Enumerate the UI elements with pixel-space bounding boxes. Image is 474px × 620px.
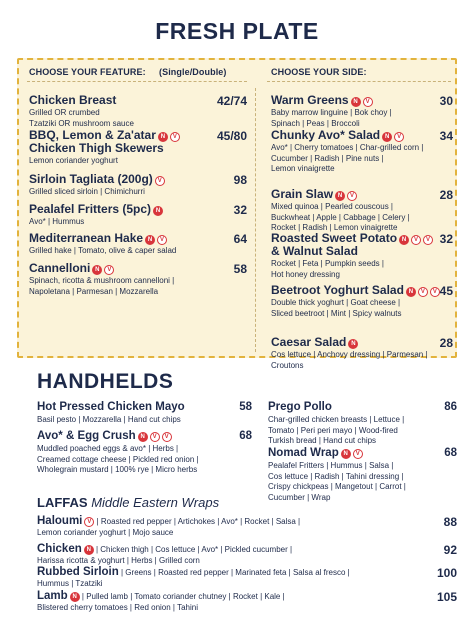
laffas-subtitle: Middle Eastern Wraps — [91, 495, 220, 510]
item-name — [268, 447, 457, 460]
item-price: 28 — [439, 336, 453, 350]
item-price: 98 — [233, 173, 247, 187]
item-description: Grilled OR crumbed — [29, 108, 100, 117]
item-description: | Roasted red pepper | Artichokes | Avo* | Rocket | Salsa | — [94, 517, 301, 526]
item-name: Chicken — [37, 543, 82, 555]
item-price: 86 — [444, 401, 457, 413]
item-name — [29, 94, 247, 107]
wrap-line1 — [37, 590, 457, 603]
item-price: 68 — [239, 430, 252, 442]
features-header-sub: (Single/Double) — [159, 67, 227, 77]
item-price: 68 — [444, 447, 457, 459]
item-description: Spinach, ricotta & mushroom cannelloni | — [29, 276, 175, 285]
vegetarian-icon: V — [347, 191, 357, 201]
item-name — [29, 203, 247, 216]
menu-item — [271, 336, 453, 370]
vegetarian-icon: V — [423, 235, 433, 245]
item-name — [29, 262, 247, 275]
wrap-line1 — [37, 515, 457, 528]
vegetarian-icon: V — [418, 287, 428, 297]
fresh-plate-panel — [17, 58, 457, 370]
item-description: Char-grilled chicken breasts | Lettuce | — [268, 415, 405, 424]
wrap-item — [37, 590, 457, 613]
item-name-text: Warm Greens — [271, 93, 349, 107]
item-description: Sliced beetroot | Mint | Spicy walnuts — [271, 308, 402, 318]
handheld-item — [268, 447, 457, 502]
handhelds-title: HANDHELDS — [37, 370, 174, 393]
vegetarian-icon: V — [155, 176, 165, 186]
vegetarian-icon: V — [353, 449, 363, 459]
item-description: Buckwheat | Apple | Cabbage | Celery | — [271, 212, 410, 222]
item-name-text: Hot Pressed Chicken Mayo — [37, 401, 185, 413]
page-title: FRESH PLATE — [155, 18, 319, 44]
nut-icon: N — [382, 132, 392, 142]
laffas-heading — [37, 495, 219, 510]
menu-item — [29, 129, 247, 166]
nut-icon: N — [138, 432, 148, 442]
item-name-text: Avo* & Egg Crush — [37, 430, 136, 442]
item-description: Harissa ricotta & yoghurt | Herbs | Grilled corn — [37, 556, 200, 565]
item-description: Hummus | Tzatziki — [37, 579, 103, 588]
menu-item — [29, 173, 247, 197]
item-description: Pealafel Fritters | Hummus | Salsa | — [268, 461, 394, 470]
item-description: Napoletana | Parmesan | Mozzarella — [29, 286, 159, 296]
item-price: 92 — [443, 543, 457, 557]
item-description: Lemon coriander yoghurt | Mojo sauce — [37, 528, 174, 537]
nut-icon: N — [145, 235, 155, 245]
handheld-item — [37, 430, 252, 475]
item-description: Hot honey dressing — [271, 269, 340, 279]
handheld-item — [268, 401, 457, 446]
nut-icon: N — [341, 449, 351, 459]
item-name-text: Chunky Avo* Salad — [271, 128, 381, 142]
item-name-line2 — [29, 142, 247, 155]
item-description: | Pulled lamb | Tomato coriander chutney | Rocket | Kale | — [79, 592, 285, 601]
item-description: Double thick yoghurt | Goat cheese | — [271, 298, 401, 307]
item-name-text: Mediterranean Hake — [29, 231, 144, 245]
features-header — [29, 67, 247, 77]
item-description: Turkish bread | Hand cut chips — [268, 436, 377, 445]
item-price: 58 — [233, 262, 247, 276]
menu-item — [271, 284, 453, 318]
item-name-text: Pealafel Fritters (5pc) — [29, 202, 152, 216]
item-price: 28 — [439, 188, 453, 202]
nut-icon: N — [92, 265, 102, 275]
item-name — [268, 401, 457, 414]
item-description: Cos lettuce | Anchovy dressing | Parmesan | — [271, 350, 428, 359]
item-price: 58 — [239, 401, 252, 413]
menu-item — [29, 94, 247, 128]
nut-icon: N — [406, 287, 416, 297]
menu-item — [271, 188, 453, 233]
item-description: Avo* | Hummus — [29, 217, 85, 226]
wrap-item — [37, 543, 457, 566]
item-name — [271, 129, 453, 142]
wrap-line1 — [37, 566, 457, 579]
item-description: Avo* | Cherry tomatoes | Char-grilled corn | — [271, 143, 424, 152]
features-header-label: CHOOSE YOUR FEATURE: — [29, 67, 146, 77]
nut-icon: N — [153, 206, 163, 216]
item-name: Lamb — [37, 590, 68, 602]
nut-icon: N — [84, 545, 94, 555]
menu-item — [29, 232, 247, 256]
item-price: 30 — [439, 94, 453, 108]
item-description: Lemon coriander yoghurt — [29, 156, 118, 165]
item-name-text: Cannelloni — [29, 261, 91, 275]
nut-icon: N — [335, 191, 345, 201]
item-description: Rocket | Feta | Pumpkin seeds | — [271, 259, 384, 268]
wrap-item — [37, 566, 457, 589]
item-description: Wholegrain mustard | 100% rye | Micro herbs — [37, 465, 198, 474]
item-price: 88 — [443, 515, 457, 529]
item-description: Mixed quinoa | Pearled couscous | — [271, 202, 394, 211]
item-description: Cucumber | Radish | Pine nuts | — [271, 153, 384, 163]
item-price: 32 — [439, 232, 453, 246]
item-name — [271, 94, 453, 107]
divider-line — [27, 81, 247, 82]
item-description: Basil pesto | Mozzarella | Hand cut chips — [37, 415, 181, 424]
item-name — [271, 284, 453, 297]
vegetarian-icon: V — [162, 432, 172, 442]
laffas-title: LAFFAS — [37, 495, 88, 510]
menu-item — [29, 203, 247, 227]
item-name-text: Beetroot Yoghurt Salad — [271, 283, 404, 297]
item-price: 32 — [233, 203, 247, 217]
nut-icon: N — [351, 97, 361, 107]
item-name-text: Nomad Wrap — [268, 447, 339, 459]
vegetarian-icon: V — [157, 235, 167, 245]
column-divider — [255, 88, 256, 352]
item-price: 42/74 — [216, 94, 247, 108]
divider-line — [267, 81, 451, 82]
item-price: 100 — [436, 566, 457, 580]
item-description: Cucumber | Wrap — [268, 492, 331, 502]
item-name — [271, 336, 453, 349]
item-description: Grilled hake | Tomato, olive & caper salad — [29, 246, 177, 255]
vegetarian-icon: V — [411, 235, 421, 245]
item-name-text: Roasted Sweet Potato — [271, 231, 398, 245]
vegetarian-icon: V — [363, 97, 373, 107]
item-description: Spinach | Peas | Broccoli — [271, 118, 360, 128]
item-name-text: Chicken Thigh Skewers — [29, 141, 164, 155]
item-description: Croutons — [271, 360, 304, 370]
sides-header: CHOOSE YOUR SIDE: — [271, 67, 367, 77]
item-name: Rubbed Sirloin — [37, 566, 119, 578]
item-description: Lemon vinaigrette — [271, 164, 335, 173]
item-name — [37, 430, 252, 443]
item-description: Cos lettuce | Radish | Tahini dressing | — [268, 471, 404, 481]
item-description: Crispy chickpeas | Mangetout | Carrot | — [268, 482, 406, 491]
vegetarian-icon: V — [150, 432, 160, 442]
item-price: 45 — [439, 284, 453, 298]
item-name — [37, 401, 252, 414]
item-description: Muddled poached eggs & avo* | Herbs | — [37, 444, 179, 453]
item-name-line2 — [271, 245, 453, 258]
vegetarian-icon: V — [170, 132, 180, 142]
wrap-line1 — [37, 543, 457, 556]
item-name-text: & Walnut Salad — [271, 244, 358, 258]
item-name-text: Prego Pollo — [268, 401, 332, 413]
item-description: Grilled sliced sirloin | Chimichurri — [29, 187, 145, 196]
vegetarian-icon: V — [394, 132, 404, 142]
item-description: Tzatziki OR mushroom sauce — [29, 118, 134, 128]
item-name: Haloumi — [37, 515, 83, 527]
vegetarian-icon: V — [104, 265, 114, 275]
item-description: | Greens | Roasted red pepper | Marinated feta | Salsa al fresco | — [118, 568, 350, 577]
item-price: 45/80 — [216, 129, 247, 143]
handheld-item — [37, 401, 252, 425]
item-description: Creamed cottage cheese | Pickled red onion | — [37, 454, 199, 464]
menu-item — [29, 262, 247, 296]
nut-icon: N — [399, 235, 409, 245]
item-name-text: Sirloin Tagliata (200g) — [29, 172, 153, 186]
item-description: Baby marrow linguine | Bok choy | — [271, 108, 392, 117]
item-name — [29, 232, 247, 245]
menu-item — [271, 129, 453, 174]
item-price: 105 — [436, 590, 457, 604]
item-description: Blistered cherry tomatoes | Red onion | Tahini — [37, 603, 198, 612]
item-name-text: Chicken Breast — [29, 93, 117, 107]
menu-item — [271, 232, 453, 279]
item-name — [271, 188, 453, 201]
item-name-text: Caesar Salad — [271, 335, 347, 349]
item-name — [29, 173, 247, 186]
menu-item — [271, 94, 453, 128]
item-description: Tomato | Peri peri mayo | Wood-fired — [268, 425, 398, 435]
nut-icon: N — [348, 339, 358, 349]
item-price: 64 — [233, 232, 247, 246]
vegetarian-icon: V — [430, 287, 440, 297]
wrap-item — [37, 515, 457, 538]
item-name-text: BBQ, Lemon & Za'atar — [29, 128, 156, 142]
nut-icon: N — [158, 132, 168, 142]
vegetarian-icon: V — [84, 517, 94, 527]
nut-icon: N — [70, 592, 80, 602]
item-price: 34 — [439, 129, 453, 143]
item-description: | Chicken thigh | Cos lettuce | Avo* | Pickled cucumber | — [93, 545, 293, 554]
item-description: Rocket | Radish | Lemon vinaigrette — [271, 223, 398, 232]
item-name-text: Grain Slaw — [271, 187, 334, 201]
